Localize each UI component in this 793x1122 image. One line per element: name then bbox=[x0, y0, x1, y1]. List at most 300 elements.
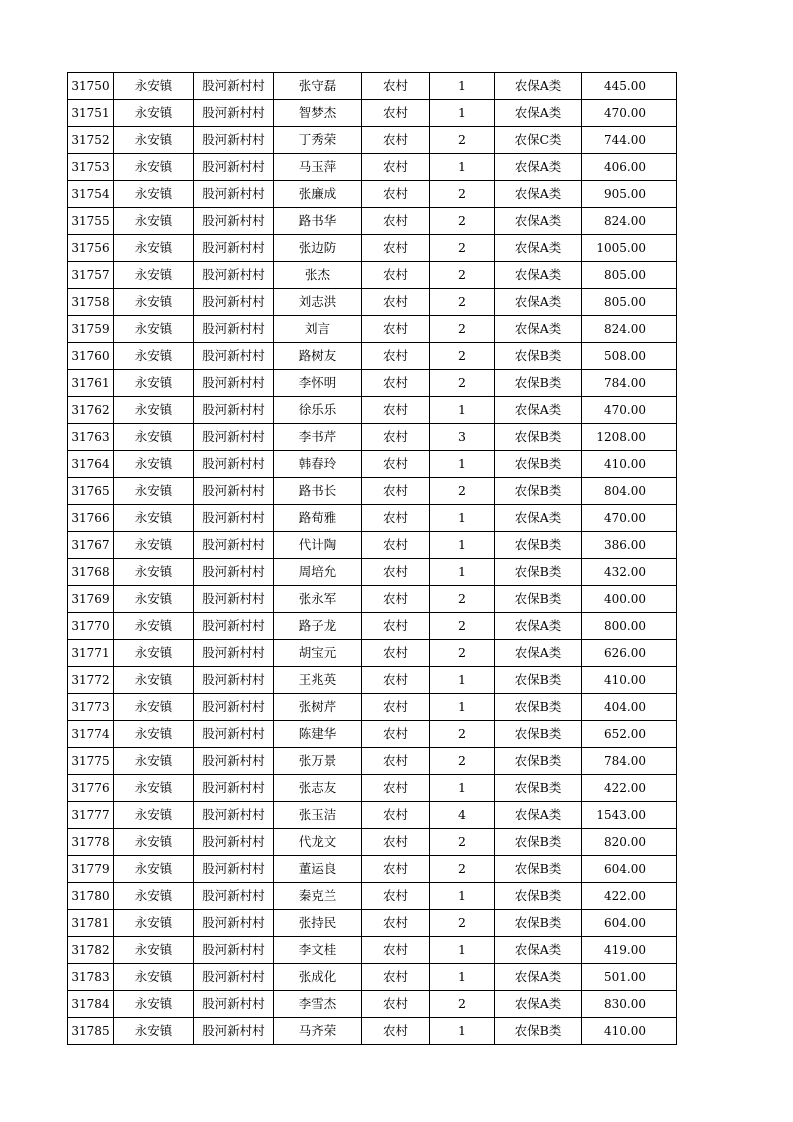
table-row bbox=[68, 937, 677, 964]
table-row bbox=[68, 100, 677, 127]
insurance-category-cell: 农保A类 bbox=[495, 316, 582, 343]
insurance-category-cell: 农保B类 bbox=[495, 532, 582, 559]
area-type-cell: 农村 bbox=[362, 181, 430, 208]
village-cell: 股河新村村 bbox=[194, 937, 274, 964]
table-row bbox=[68, 991, 677, 1018]
area-type-cell: 农村 bbox=[362, 991, 430, 1018]
table-row bbox=[68, 748, 677, 775]
area-type-cell: 农村 bbox=[362, 289, 430, 316]
household-count-cell: 2 bbox=[430, 991, 495, 1018]
amount-cell: 508.00 bbox=[582, 343, 677, 370]
table-row bbox=[68, 316, 677, 343]
amount-cell: 604.00 bbox=[582, 910, 677, 937]
village-cell: 股河新村村 bbox=[194, 235, 274, 262]
table-row bbox=[68, 910, 677, 937]
town-cell: 永安镇 bbox=[114, 235, 194, 262]
name-cell: 张持民 bbox=[274, 910, 362, 937]
household-count-cell: 1 bbox=[430, 505, 495, 532]
village-cell: 股河新村村 bbox=[194, 370, 274, 397]
household-count-cell: 2 bbox=[430, 910, 495, 937]
name-cell: 路书长 bbox=[274, 478, 362, 505]
household-count-cell: 2 bbox=[430, 316, 495, 343]
row-id-cell: 31760 bbox=[68, 343, 114, 370]
household-count-cell: 1 bbox=[430, 1018, 495, 1045]
village-cell: 股河新村村 bbox=[194, 343, 274, 370]
area-type-cell: 农村 bbox=[362, 262, 430, 289]
name-cell: 张守磊 bbox=[274, 73, 362, 100]
table-row bbox=[68, 262, 677, 289]
table-row bbox=[68, 802, 677, 829]
town-cell: 永安镇 bbox=[114, 343, 194, 370]
row-id-cell: 31765 bbox=[68, 478, 114, 505]
village-cell: 股河新村村 bbox=[194, 316, 274, 343]
village-cell: 股河新村村 bbox=[194, 451, 274, 478]
insurance-category-cell: 农保B类 bbox=[495, 748, 582, 775]
row-id-cell: 31761 bbox=[68, 370, 114, 397]
area-type-cell: 农村 bbox=[362, 883, 430, 910]
town-cell: 永安镇 bbox=[114, 451, 194, 478]
amount-cell: 604.00 bbox=[582, 856, 677, 883]
name-cell: 徐乐乐 bbox=[274, 397, 362, 424]
table-row bbox=[68, 73, 677, 100]
amount-cell: 805.00 bbox=[582, 262, 677, 289]
village-cell: 股河新村村 bbox=[194, 964, 274, 991]
row-id-cell: 31769 bbox=[68, 586, 114, 613]
household-count-cell: 2 bbox=[430, 208, 495, 235]
area-type-cell: 农村 bbox=[362, 613, 430, 640]
town-cell: 永安镇 bbox=[114, 613, 194, 640]
table-row bbox=[68, 505, 677, 532]
row-id-cell: 31755 bbox=[68, 208, 114, 235]
insurance-category-cell: 农保A类 bbox=[495, 73, 582, 100]
village-cell: 股河新村村 bbox=[194, 721, 274, 748]
household-count-cell: 1 bbox=[430, 694, 495, 721]
insurance-category-cell: 农保B类 bbox=[495, 451, 582, 478]
table-row bbox=[68, 370, 677, 397]
household-count-cell: 1 bbox=[430, 667, 495, 694]
village-cell: 股河新村村 bbox=[194, 829, 274, 856]
household-count-cell: 1 bbox=[430, 100, 495, 127]
amount-cell: 410.00 bbox=[582, 451, 677, 478]
row-id-cell: 31756 bbox=[68, 235, 114, 262]
amount-cell: 410.00 bbox=[582, 667, 677, 694]
household-count-cell: 2 bbox=[430, 478, 495, 505]
household-count-cell: 1 bbox=[430, 883, 495, 910]
area-type-cell: 农村 bbox=[362, 559, 430, 586]
household-count-cell: 2 bbox=[430, 748, 495, 775]
household-count-cell: 1 bbox=[430, 532, 495, 559]
row-id-cell: 31762 bbox=[68, 397, 114, 424]
village-cell: 股河新村村 bbox=[194, 856, 274, 883]
amount-cell: 470.00 bbox=[582, 505, 677, 532]
household-count-cell: 2 bbox=[430, 235, 495, 262]
amount-cell: 1208.00 bbox=[582, 424, 677, 451]
insurance-category-cell: 农保B类 bbox=[495, 856, 582, 883]
row-id-cell: 31774 bbox=[68, 721, 114, 748]
name-cell: 刘言 bbox=[274, 316, 362, 343]
town-cell: 永安镇 bbox=[114, 100, 194, 127]
name-cell: 路树友 bbox=[274, 343, 362, 370]
row-id-cell: 31783 bbox=[68, 964, 114, 991]
village-cell: 股河新村村 bbox=[194, 586, 274, 613]
village-cell: 股河新村村 bbox=[194, 640, 274, 667]
area-type-cell: 农村 bbox=[362, 964, 430, 991]
area-type-cell: 农村 bbox=[362, 775, 430, 802]
table-row bbox=[68, 883, 677, 910]
household-count-cell: 1 bbox=[430, 964, 495, 991]
village-cell: 股河新村村 bbox=[194, 181, 274, 208]
village-cell: 股河新村村 bbox=[194, 532, 274, 559]
name-cell: 韩春玲 bbox=[274, 451, 362, 478]
amount-cell: 410.00 bbox=[582, 1018, 677, 1045]
name-cell: 董运良 bbox=[274, 856, 362, 883]
name-cell: 张杰 bbox=[274, 262, 362, 289]
table-row bbox=[68, 856, 677, 883]
name-cell: 智梦杰 bbox=[274, 100, 362, 127]
row-id-cell: 31780 bbox=[68, 883, 114, 910]
row-id-cell: 31767 bbox=[68, 532, 114, 559]
household-count-cell: 2 bbox=[430, 829, 495, 856]
table-row bbox=[68, 208, 677, 235]
village-cell: 股河新村村 bbox=[194, 289, 274, 316]
town-cell: 永安镇 bbox=[114, 910, 194, 937]
village-cell: 股河新村村 bbox=[194, 397, 274, 424]
area-type-cell: 农村 bbox=[362, 127, 430, 154]
household-count-cell: 4 bbox=[430, 802, 495, 829]
insurance-category-cell: 农保B类 bbox=[495, 478, 582, 505]
village-cell: 股河新村村 bbox=[194, 748, 274, 775]
insurance-category-cell: 农保B类 bbox=[495, 667, 582, 694]
row-id-cell: 31766 bbox=[68, 505, 114, 532]
row-id-cell: 31771 bbox=[68, 640, 114, 667]
table-row bbox=[68, 721, 677, 748]
area-type-cell: 农村 bbox=[362, 235, 430, 262]
village-cell: 股河新村村 bbox=[194, 100, 274, 127]
household-count-cell: 1 bbox=[430, 775, 495, 802]
amount-cell: 400.00 bbox=[582, 586, 677, 613]
household-count-cell: 2 bbox=[430, 289, 495, 316]
amount-cell: 406.00 bbox=[582, 154, 677, 181]
village-cell: 股河新村村 bbox=[194, 802, 274, 829]
amount-cell: 386.00 bbox=[582, 532, 677, 559]
area-type-cell: 农村 bbox=[362, 586, 430, 613]
town-cell: 永安镇 bbox=[114, 937, 194, 964]
name-cell: 张永军 bbox=[274, 586, 362, 613]
area-type-cell: 农村 bbox=[362, 937, 430, 964]
name-cell: 马玉萍 bbox=[274, 154, 362, 181]
village-cell: 股河新村村 bbox=[194, 613, 274, 640]
name-cell: 胡宝元 bbox=[274, 640, 362, 667]
insurance-category-cell: 农保A类 bbox=[495, 802, 582, 829]
household-count-cell: 2 bbox=[430, 181, 495, 208]
town-cell: 永安镇 bbox=[114, 991, 194, 1018]
insurance-category-cell: 农保B类 bbox=[495, 370, 582, 397]
insurance-category-cell: 农保B类 bbox=[495, 910, 582, 937]
household-count-cell: 2 bbox=[430, 127, 495, 154]
name-cell: 李文桂 bbox=[274, 937, 362, 964]
town-cell: 永安镇 bbox=[114, 208, 194, 235]
row-id-cell: 31752 bbox=[68, 127, 114, 154]
insurance-category-cell: 农保A类 bbox=[495, 991, 582, 1018]
name-cell: 刘志洪 bbox=[274, 289, 362, 316]
town-cell: 永安镇 bbox=[114, 667, 194, 694]
town-cell: 永安镇 bbox=[114, 640, 194, 667]
insurance-category-cell: 农保A类 bbox=[495, 154, 582, 181]
table-row bbox=[68, 1018, 677, 1045]
row-id-cell: 31768 bbox=[68, 559, 114, 586]
table-row bbox=[68, 154, 677, 181]
town-cell: 永安镇 bbox=[114, 964, 194, 991]
town-cell: 永安镇 bbox=[114, 505, 194, 532]
insurance-category-cell: 农保A类 bbox=[495, 613, 582, 640]
row-id-cell: 31759 bbox=[68, 316, 114, 343]
name-cell: 代龙文 bbox=[274, 829, 362, 856]
amount-cell: 784.00 bbox=[582, 370, 677, 397]
name-cell: 王兆英 bbox=[274, 667, 362, 694]
table-body bbox=[68, 73, 677, 1045]
town-cell: 永安镇 bbox=[114, 370, 194, 397]
amount-cell: 824.00 bbox=[582, 208, 677, 235]
table-row bbox=[68, 640, 677, 667]
area-type-cell: 农村 bbox=[362, 154, 430, 181]
row-id-cell: 31772 bbox=[68, 667, 114, 694]
insurance-category-cell: 农保A类 bbox=[495, 964, 582, 991]
row-id-cell: 31775 bbox=[68, 748, 114, 775]
row-id-cell: 31778 bbox=[68, 829, 114, 856]
town-cell: 永安镇 bbox=[114, 559, 194, 586]
household-count-cell: 2 bbox=[430, 262, 495, 289]
town-cell: 永安镇 bbox=[114, 856, 194, 883]
row-id-cell: 31782 bbox=[68, 937, 114, 964]
area-type-cell: 农村 bbox=[362, 1018, 430, 1045]
village-cell: 股河新村村 bbox=[194, 910, 274, 937]
row-id-cell: 31770 bbox=[68, 613, 114, 640]
table-row bbox=[68, 559, 677, 586]
area-type-cell: 农村 bbox=[362, 721, 430, 748]
name-cell: 张树芹 bbox=[274, 694, 362, 721]
insurance-category-cell: 农保B类 bbox=[495, 343, 582, 370]
beneficiary-table bbox=[67, 72, 677, 1045]
row-id-cell: 31784 bbox=[68, 991, 114, 1018]
village-cell: 股河新村村 bbox=[194, 154, 274, 181]
insurance-category-cell: 农保B类 bbox=[495, 829, 582, 856]
household-count-cell: 2 bbox=[430, 856, 495, 883]
row-id-cell: 31773 bbox=[68, 694, 114, 721]
town-cell: 永安镇 bbox=[114, 316, 194, 343]
row-id-cell: 31779 bbox=[68, 856, 114, 883]
area-type-cell: 农村 bbox=[362, 802, 430, 829]
area-type-cell: 农村 bbox=[362, 856, 430, 883]
insurance-category-cell: 农保A类 bbox=[495, 397, 582, 424]
household-count-cell: 1 bbox=[430, 397, 495, 424]
insurance-category-cell: 农保A类 bbox=[495, 181, 582, 208]
insurance-category-cell: 农保B类 bbox=[495, 883, 582, 910]
town-cell: 永安镇 bbox=[114, 1018, 194, 1045]
town-cell: 永安镇 bbox=[114, 424, 194, 451]
town-cell: 永安镇 bbox=[114, 397, 194, 424]
amount-cell: 744.00 bbox=[582, 127, 677, 154]
table-row bbox=[68, 667, 677, 694]
table-row bbox=[68, 181, 677, 208]
village-cell: 股河新村村 bbox=[194, 991, 274, 1018]
name-cell: 张志友 bbox=[274, 775, 362, 802]
village-cell: 股河新村村 bbox=[194, 1018, 274, 1045]
household-count-cell: 2 bbox=[430, 343, 495, 370]
amount-cell: 419.00 bbox=[582, 937, 677, 964]
row-id-cell: 31751 bbox=[68, 100, 114, 127]
household-count-cell: 2 bbox=[430, 640, 495, 667]
area-type-cell: 农村 bbox=[362, 505, 430, 532]
area-type-cell: 农村 bbox=[362, 316, 430, 343]
insurance-category-cell: 农保B类 bbox=[495, 1018, 582, 1045]
insurance-category-cell: 农保A类 bbox=[495, 208, 582, 235]
name-cell: 周培允 bbox=[274, 559, 362, 586]
amount-cell: 652.00 bbox=[582, 721, 677, 748]
amount-cell: 1543.00 bbox=[582, 802, 677, 829]
name-cell: 李雪杰 bbox=[274, 991, 362, 1018]
town-cell: 永安镇 bbox=[114, 289, 194, 316]
amount-cell: 432.00 bbox=[582, 559, 677, 586]
area-type-cell: 农村 bbox=[362, 100, 430, 127]
insurance-category-cell: 农保B类 bbox=[495, 775, 582, 802]
town-cell: 永安镇 bbox=[114, 73, 194, 100]
row-id-cell: 31785 bbox=[68, 1018, 114, 1045]
town-cell: 永安镇 bbox=[114, 694, 194, 721]
insurance-category-cell: 农保B类 bbox=[495, 424, 582, 451]
amount-cell: 784.00 bbox=[582, 748, 677, 775]
area-type-cell: 农村 bbox=[362, 397, 430, 424]
table-row bbox=[68, 613, 677, 640]
amount-cell: 470.00 bbox=[582, 100, 677, 127]
town-cell: 永安镇 bbox=[114, 532, 194, 559]
name-cell: 秦克兰 bbox=[274, 883, 362, 910]
name-cell: 陈建华 bbox=[274, 721, 362, 748]
name-cell: 李书芹 bbox=[274, 424, 362, 451]
amount-cell: 470.00 bbox=[582, 397, 677, 424]
amount-cell: 905.00 bbox=[582, 181, 677, 208]
household-count-cell: 2 bbox=[430, 613, 495, 640]
insurance-category-cell: 农保A类 bbox=[495, 262, 582, 289]
row-id-cell: 31777 bbox=[68, 802, 114, 829]
amount-cell: 804.00 bbox=[582, 478, 677, 505]
village-cell: 股河新村村 bbox=[194, 208, 274, 235]
name-cell: 路子龙 bbox=[274, 613, 362, 640]
area-type-cell: 农村 bbox=[362, 910, 430, 937]
area-type-cell: 农村 bbox=[362, 532, 430, 559]
insurance-category-cell: 农保B类 bbox=[495, 586, 582, 613]
amount-cell: 422.00 bbox=[582, 883, 677, 910]
table-row bbox=[68, 289, 677, 316]
amount-cell: 805.00 bbox=[582, 289, 677, 316]
table-row bbox=[68, 127, 677, 154]
amount-cell: 824.00 bbox=[582, 316, 677, 343]
amount-cell: 445.00 bbox=[582, 73, 677, 100]
area-type-cell: 农村 bbox=[362, 478, 430, 505]
amount-cell: 1005.00 bbox=[582, 235, 677, 262]
village-cell: 股河新村村 bbox=[194, 559, 274, 586]
table-row bbox=[68, 775, 677, 802]
town-cell: 永安镇 bbox=[114, 775, 194, 802]
household-count-cell: 2 bbox=[430, 586, 495, 613]
table-row bbox=[68, 694, 677, 721]
village-cell: 股河新村村 bbox=[194, 505, 274, 532]
area-type-cell: 农村 bbox=[362, 667, 430, 694]
table-row bbox=[68, 424, 677, 451]
insurance-category-cell: 农保A类 bbox=[495, 937, 582, 964]
name-cell: 马齐荣 bbox=[274, 1018, 362, 1045]
town-cell: 永安镇 bbox=[114, 127, 194, 154]
name-cell: 张万景 bbox=[274, 748, 362, 775]
area-type-cell: 农村 bbox=[362, 424, 430, 451]
name-cell: 路荀雅 bbox=[274, 505, 362, 532]
insurance-category-cell: 农保B类 bbox=[495, 559, 582, 586]
household-count-cell: 3 bbox=[430, 424, 495, 451]
household-count-cell: 1 bbox=[430, 559, 495, 586]
town-cell: 永安镇 bbox=[114, 829, 194, 856]
town-cell: 永安镇 bbox=[114, 721, 194, 748]
village-cell: 股河新村村 bbox=[194, 883, 274, 910]
village-cell: 股河新村村 bbox=[194, 478, 274, 505]
row-id-cell: 31764 bbox=[68, 451, 114, 478]
area-type-cell: 农村 bbox=[362, 343, 430, 370]
town-cell: 永安镇 bbox=[114, 478, 194, 505]
area-type-cell: 农村 bbox=[362, 73, 430, 100]
area-type-cell: 农村 bbox=[362, 694, 430, 721]
area-type-cell: 农村 bbox=[362, 451, 430, 478]
name-cell: 路书华 bbox=[274, 208, 362, 235]
area-type-cell: 农村 bbox=[362, 208, 430, 235]
amount-cell: 422.00 bbox=[582, 775, 677, 802]
insurance-category-cell: 农保A类 bbox=[495, 640, 582, 667]
village-cell: 股河新村村 bbox=[194, 694, 274, 721]
village-cell: 股河新村村 bbox=[194, 127, 274, 154]
insurance-category-cell: 农保A类 bbox=[495, 505, 582, 532]
table-row bbox=[68, 964, 677, 991]
name-cell: 张廉成 bbox=[274, 181, 362, 208]
table-row bbox=[68, 343, 677, 370]
row-id-cell: 31750 bbox=[68, 73, 114, 100]
table-row bbox=[68, 829, 677, 856]
name-cell: 李怀明 bbox=[274, 370, 362, 397]
town-cell: 永安镇 bbox=[114, 883, 194, 910]
amount-cell: 820.00 bbox=[582, 829, 677, 856]
town-cell: 永安镇 bbox=[114, 586, 194, 613]
village-cell: 股河新村村 bbox=[194, 424, 274, 451]
table-row bbox=[68, 532, 677, 559]
name-cell: 张边防 bbox=[274, 235, 362, 262]
amount-cell: 404.00 bbox=[582, 694, 677, 721]
amount-cell: 830.00 bbox=[582, 991, 677, 1018]
name-cell: 代计陶 bbox=[274, 532, 362, 559]
town-cell: 永安镇 bbox=[114, 154, 194, 181]
table-row bbox=[68, 397, 677, 424]
area-type-cell: 农村 bbox=[362, 640, 430, 667]
table-row bbox=[68, 586, 677, 613]
name-cell: 张成化 bbox=[274, 964, 362, 991]
town-cell: 永安镇 bbox=[114, 802, 194, 829]
area-type-cell: 农村 bbox=[362, 370, 430, 397]
household-count-cell: 1 bbox=[430, 154, 495, 181]
household-count-cell: 2 bbox=[430, 370, 495, 397]
row-id-cell: 31753 bbox=[68, 154, 114, 181]
household-count-cell: 1 bbox=[430, 937, 495, 964]
table-row bbox=[68, 478, 677, 505]
row-id-cell: 31776 bbox=[68, 775, 114, 802]
area-type-cell: 农村 bbox=[362, 748, 430, 775]
village-cell: 股河新村村 bbox=[194, 262, 274, 289]
amount-cell: 626.00 bbox=[582, 640, 677, 667]
row-id-cell: 31763 bbox=[68, 424, 114, 451]
